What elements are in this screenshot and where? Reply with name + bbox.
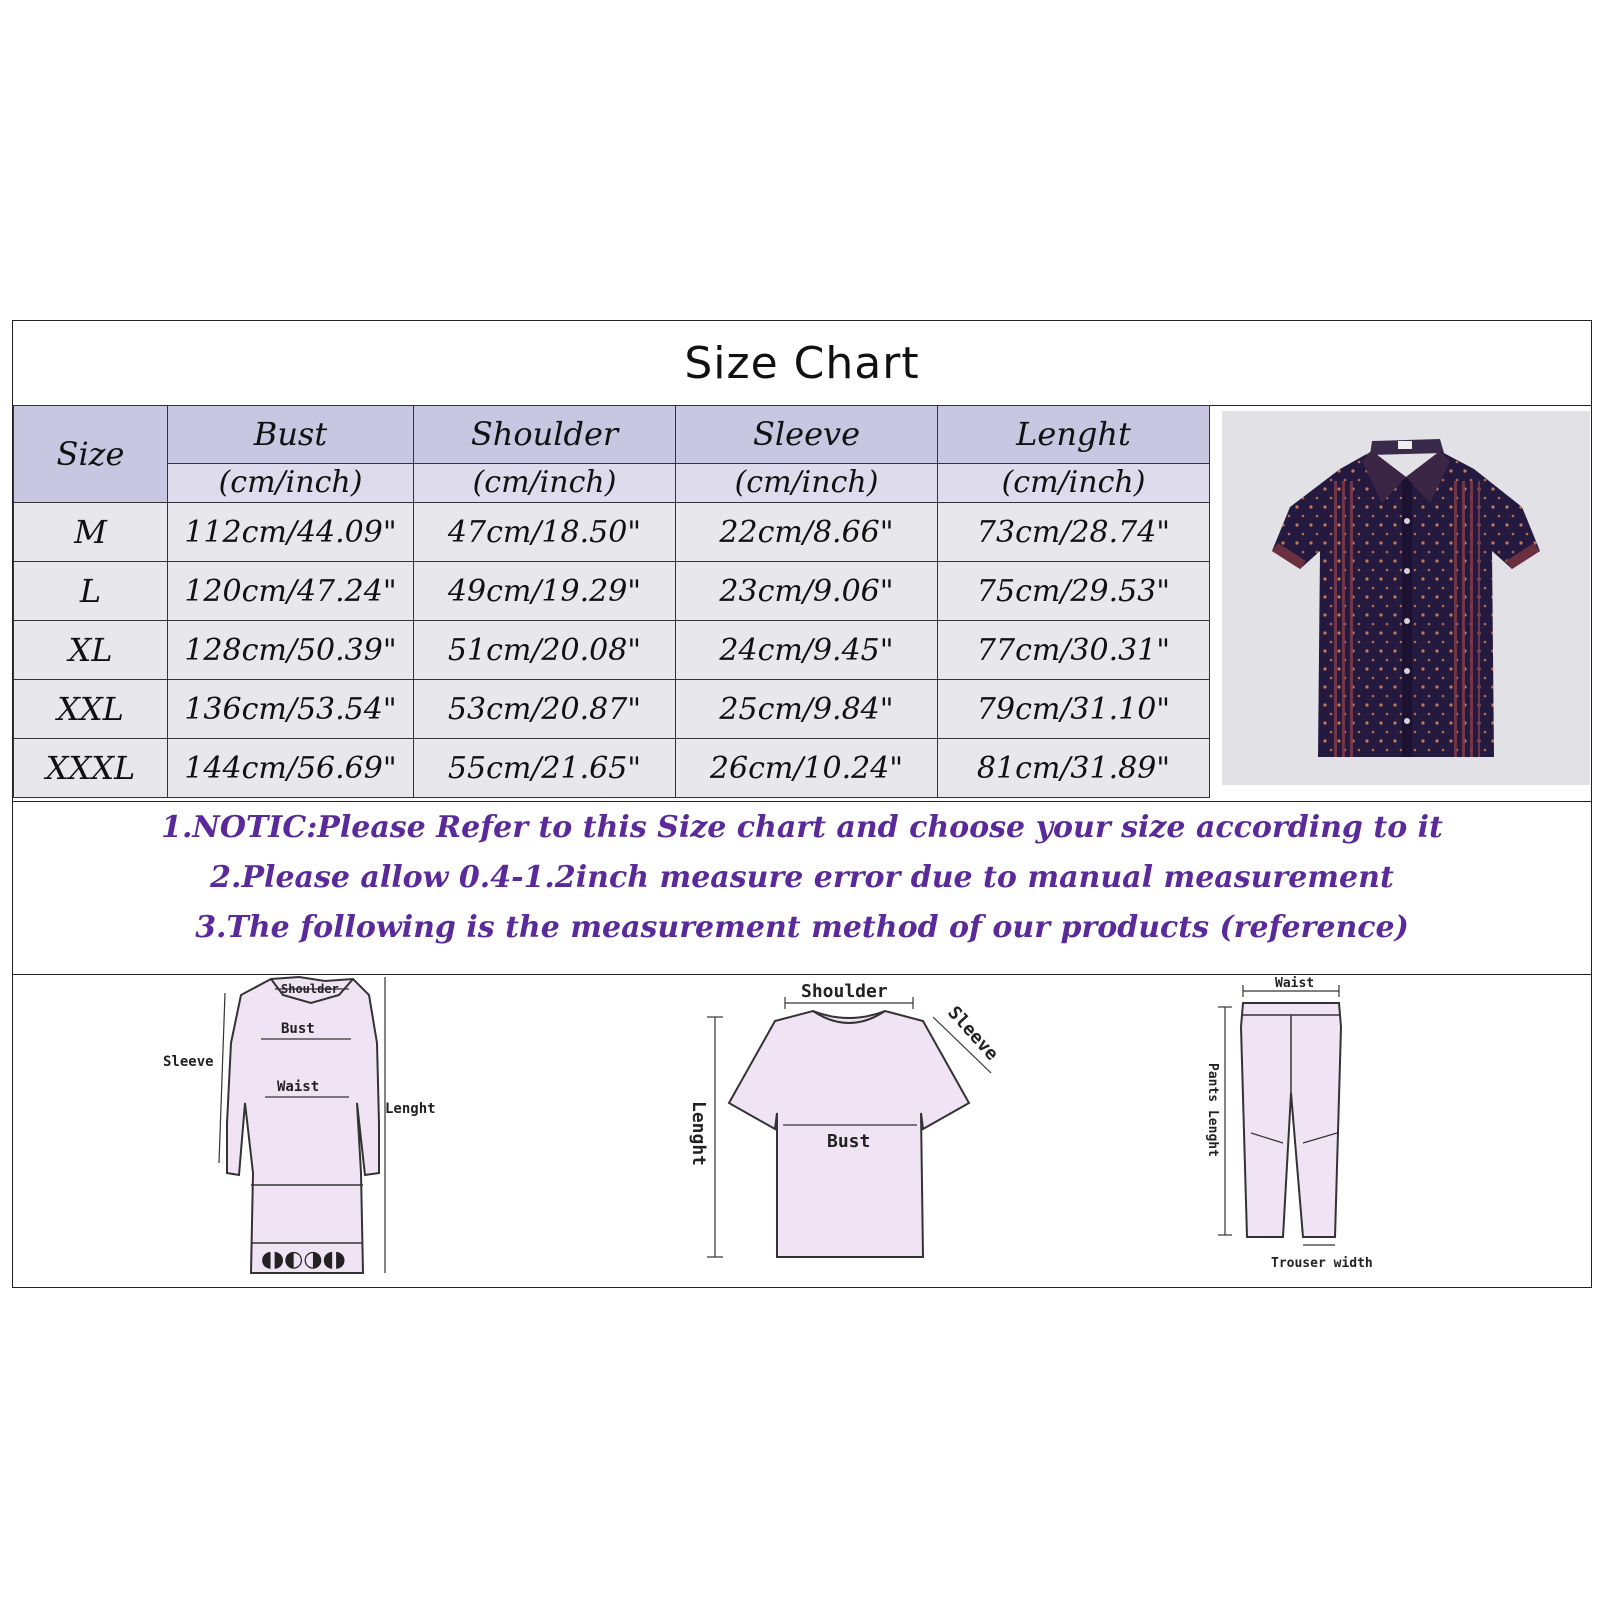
size-chart xyxy=(12,320,1592,1288)
measurement-diagram-svg xyxy=(13,973,1591,1287)
product-photo xyxy=(1222,411,1590,785)
column-header-shoulder: Shoulder xyxy=(414,406,676,464)
unit-label-sleeve: (cm/inch) xyxy=(676,463,938,502)
pants-waist-label: Waist xyxy=(1275,976,1315,991)
table-row xyxy=(14,739,1210,798)
shoulder-cell: 47cm/18.50" xyxy=(414,503,676,562)
unit-label-shoulder: (cm/inch) xyxy=(414,463,676,502)
length-cell: 75cm/29.53" xyxy=(938,562,1210,621)
tshirt-bust-label: Bust xyxy=(827,1131,871,1152)
size-cell: M xyxy=(14,503,168,562)
length-cell: 81cm/31.89" xyxy=(938,739,1210,798)
table-row xyxy=(14,503,1210,562)
size-cell: XL xyxy=(14,621,168,680)
pants-trouser-width-label: Trouser width xyxy=(1271,1256,1373,1271)
page-title: Size Chart xyxy=(684,337,920,389)
shoulder-cell: 55cm/21.65" xyxy=(414,739,676,798)
dress-waist-label: Waist xyxy=(277,1079,320,1095)
dress-sleeve-label: Sleeve xyxy=(163,1054,214,1070)
sleeve-cell: 25cm/9.84" xyxy=(676,680,938,739)
notes-section xyxy=(13,801,1591,975)
shoulder-cell: 51cm/20.08" xyxy=(414,621,676,680)
bust-cell: 128cm/50.39" xyxy=(168,621,414,680)
moon-pattern: ◖◗◐◑◖◗ xyxy=(261,1247,346,1272)
bust-cell: 112cm/44.09" xyxy=(168,503,414,562)
sleeve-cell: 24cm/9.45" xyxy=(676,621,938,680)
unit-label-length: (cm/inch) xyxy=(938,463,1210,502)
table-row xyxy=(14,621,1210,680)
table-row xyxy=(14,680,1210,739)
dress-bust-label: Bust xyxy=(281,1021,315,1037)
column-header-bust: Bust xyxy=(168,406,414,464)
tshirt-sleeve-label: Sleeve xyxy=(943,1002,1003,1065)
column-header-length: Lenght xyxy=(938,406,1210,464)
length-cell: 79cm/31.10" xyxy=(938,680,1210,739)
tshirt-diagram xyxy=(688,981,1003,1257)
bust-cell: 136cm/53.54" xyxy=(168,680,414,739)
dress-diagram xyxy=(163,977,436,1273)
sleeve-cell: 23cm/9.06" xyxy=(676,562,938,621)
shoulder-cell: 53cm/20.87" xyxy=(414,680,676,739)
bust-cell: 144cm/56.69" xyxy=(168,739,414,798)
tshirt-shoulder-label: Shoulder xyxy=(801,981,888,1002)
size-cell: L xyxy=(14,562,168,621)
note-line-3: 3.The following is the measurement method of our products (reference) xyxy=(195,910,1409,945)
sleeve-cell: 26cm/10.24" xyxy=(676,739,938,798)
size-table xyxy=(13,405,1210,798)
length-cell: 77cm/30.31" xyxy=(938,621,1210,680)
bust-cell: 120cm/47.24" xyxy=(168,562,414,621)
pants-length-label: Pants Lenght xyxy=(1205,1063,1220,1157)
size-cell: XXXL xyxy=(14,739,168,798)
size-cell: XXL xyxy=(14,680,168,739)
length-cell: 73cm/28.74" xyxy=(938,503,1210,562)
sleeve-cell: 22cm/8.66" xyxy=(676,503,938,562)
title-row xyxy=(13,321,1591,406)
measurement-diagrams xyxy=(13,973,1591,1287)
note-line-1: 1.NOTIC:Please Refer to this Size chart and choose your size according to it xyxy=(161,810,1443,845)
dress-length-label: Lenght xyxy=(385,1101,436,1117)
column-header-sleeve: Sleeve xyxy=(676,406,938,464)
table-row xyxy=(14,562,1210,621)
dress-shoulder-label: Shoulder xyxy=(281,982,339,996)
size-header: Size xyxy=(14,406,168,503)
note-line-2: 2.Please allow 0.4-1.2inch measure error due to manual measurement xyxy=(210,860,1394,895)
tshirt-length-label: Lenght xyxy=(688,1101,709,1167)
shirt-photo-illustration xyxy=(1222,411,1590,785)
shoulder-cell: 49cm/19.29" xyxy=(414,562,676,621)
pants-diagram xyxy=(1205,976,1373,1271)
unit-label-bust: (cm/inch) xyxy=(168,463,414,502)
